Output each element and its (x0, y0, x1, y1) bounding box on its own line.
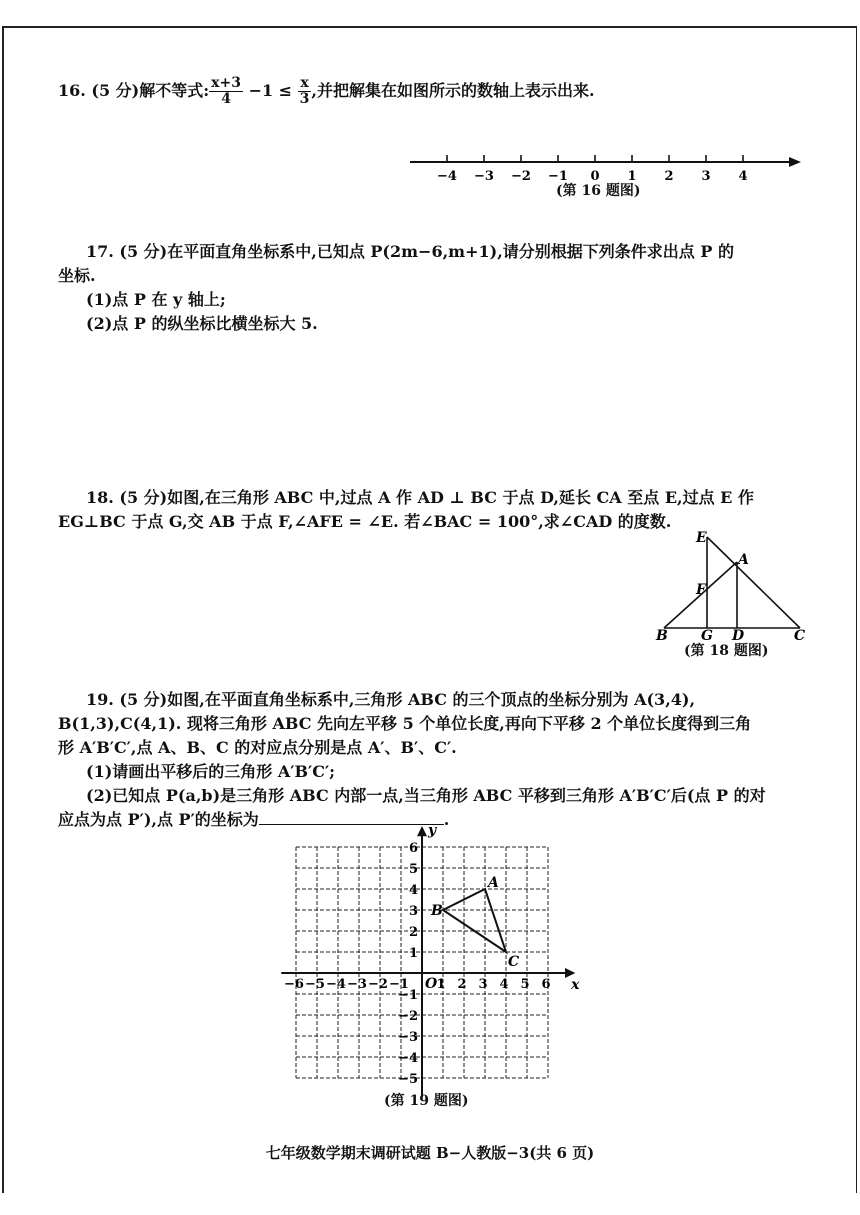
number-line-tick-label: 0 (590, 169, 600, 184)
x-tick-label: −1 (389, 977, 409, 992)
x-tick-label: 5 (520, 977, 530, 992)
x-tick-label: −5 (305, 977, 325, 992)
x-tick-label: 1 (436, 977, 446, 992)
q17-item2: (2)点 P 的纵坐标比横坐标大 5. (86, 314, 318, 333)
origin-label: O (425, 976, 438, 992)
label-C: C (794, 628, 806, 644)
y-tick-label: −1 (398, 988, 418, 1003)
q18-line1: 18. (5 分)如图,在三角形 ABC 中,过点 A 作 AD ⊥ BC 于点 D,延长 CA 至点 E,过点 E 作 (86, 488, 754, 507)
y-tick-label: 5 (408, 862, 418, 877)
q19-item2-line1: (2)已知点 P(a,b)是三角形 ABC 内部一点,当三角形 ABC 平移到三角形 A′B′C′后(点 P 的对 (86, 786, 766, 805)
number-line-tick-label: 1 (627, 169, 637, 184)
y-tick-label: 6 (408, 841, 418, 856)
q16-caption: (第 16 题图) (556, 183, 641, 199)
q19-item2-line2: 应点为点 P′),点 P′的坐标为 (58, 810, 259, 829)
y-tick-label: −3 (398, 1030, 418, 1045)
x-tick-label: −2 (368, 977, 388, 992)
q16-fraction-2 (298, 76, 312, 107)
y-axis-label: y (428, 822, 437, 839)
q19-coordinate-grid (270, 820, 590, 1100)
q16-frac1-num: x+3 (211, 75, 241, 91)
number-line-tick-label: 3 (701, 169, 711, 184)
question-17 (58, 240, 803, 336)
number-line-tick-label: 4 (738, 169, 748, 184)
y-tick-label: 2 (408, 925, 418, 940)
y-tick-label: 4 (408, 883, 418, 898)
y-tick-label: 1 (408, 946, 418, 961)
q16-suffix: ,并把解集在如图所示的数轴上表示出来. (311, 81, 595, 100)
q19-line3: 形 A′B′C′,点 A、B、C 的对应点分别是点 A′、B′、C′. (58, 738, 457, 757)
q19-caption: (第 19 题图) (384, 1093, 469, 1109)
q17-item1: (1)点 P 在 y 轴上; (86, 290, 226, 309)
x-tick-label: 6 (541, 977, 551, 992)
number-line-tick-label: −2 (511, 169, 531, 184)
x-tick-label: 2 (457, 977, 467, 992)
vertex-C-label: C (508, 954, 520, 970)
y-tick-label: −4 (398, 1051, 418, 1066)
x-tick-label: −4 (326, 977, 346, 992)
label-B: B (656, 628, 668, 644)
question-18 (58, 486, 803, 534)
number-line-tick-label: −1 (548, 169, 568, 184)
x-tick-label: −3 (347, 977, 367, 992)
y-tick-label: 3 (408, 904, 418, 919)
vertex-A-label: A (488, 875, 499, 891)
segment-EC (707, 537, 800, 628)
q16-fraction-1 (209, 76, 243, 107)
q18-line2: EG⊥BC 于点 G,交 AB 于点 F,∠AFE = ∠E. 若∠BAC = 100°,求∠CAD 的度数. (58, 512, 672, 531)
x-tick-label: 3 (478, 977, 488, 992)
q18-triangle-figure (650, 528, 820, 648)
q19-item2-end: . (443, 810, 450, 829)
question-16 (58, 76, 803, 107)
q17-line1: 17. (5 分)在平面直角坐标系中,已知点 P(2m−6,m+1),请分别根据下列条件求出点 P 的 (86, 242, 734, 261)
label-E: E (696, 530, 707, 546)
q18-caption: (第 18 题图) (684, 643, 769, 659)
x-tick-label: 4 (499, 977, 509, 992)
label-A: A (738, 552, 749, 568)
label-D: D (732, 628, 745, 644)
q19-line1: 19. (5 分)如图,在平面直角坐标系中,三角形 ABC 的三个顶点的坐标分别为 A(3,4), (86, 690, 696, 709)
y-tick-label: −2 (398, 1009, 418, 1024)
page-footer: 七年级数学期末调研试题 B−人教版−3(共 6 页) (265, 1144, 595, 1162)
q16-middle: −1 ≤ (243, 81, 298, 100)
y-axis-arrow (417, 826, 427, 836)
q16-frac1-den: 4 (221, 91, 231, 107)
vertex-B-label: B (431, 903, 443, 919)
q17-line2: 坐标. (58, 266, 96, 285)
label-G: G (701, 628, 713, 644)
y-tick-label: −5 (398, 1072, 418, 1087)
q19-item1: (1)请画出平移后的三角形 A′B′C′; (86, 762, 336, 781)
triangle-ABC (443, 889, 506, 952)
q16-frac2-den: 3 (299, 91, 310, 107)
q19-line2: B(1,3),C(4,1). 现将三角形 ABC 先向左平移 5 个单位长度,再向下平移 2 个单位长度得到三角 (58, 714, 752, 733)
number-line-tick-label: −4 (437, 169, 457, 184)
q16-prefix: 16. (5 分)解不等式: (58, 81, 210, 100)
x-tick-label: −6 (284, 977, 304, 992)
q16-frac2-num: x (298, 76, 312, 92)
number-line-tick-label: −3 (474, 169, 494, 184)
label-F: F (696, 582, 706, 598)
question-19 (58, 688, 803, 832)
x-axis-label: x (571, 977, 580, 993)
number-line-tick-label: 2 (664, 169, 674, 184)
